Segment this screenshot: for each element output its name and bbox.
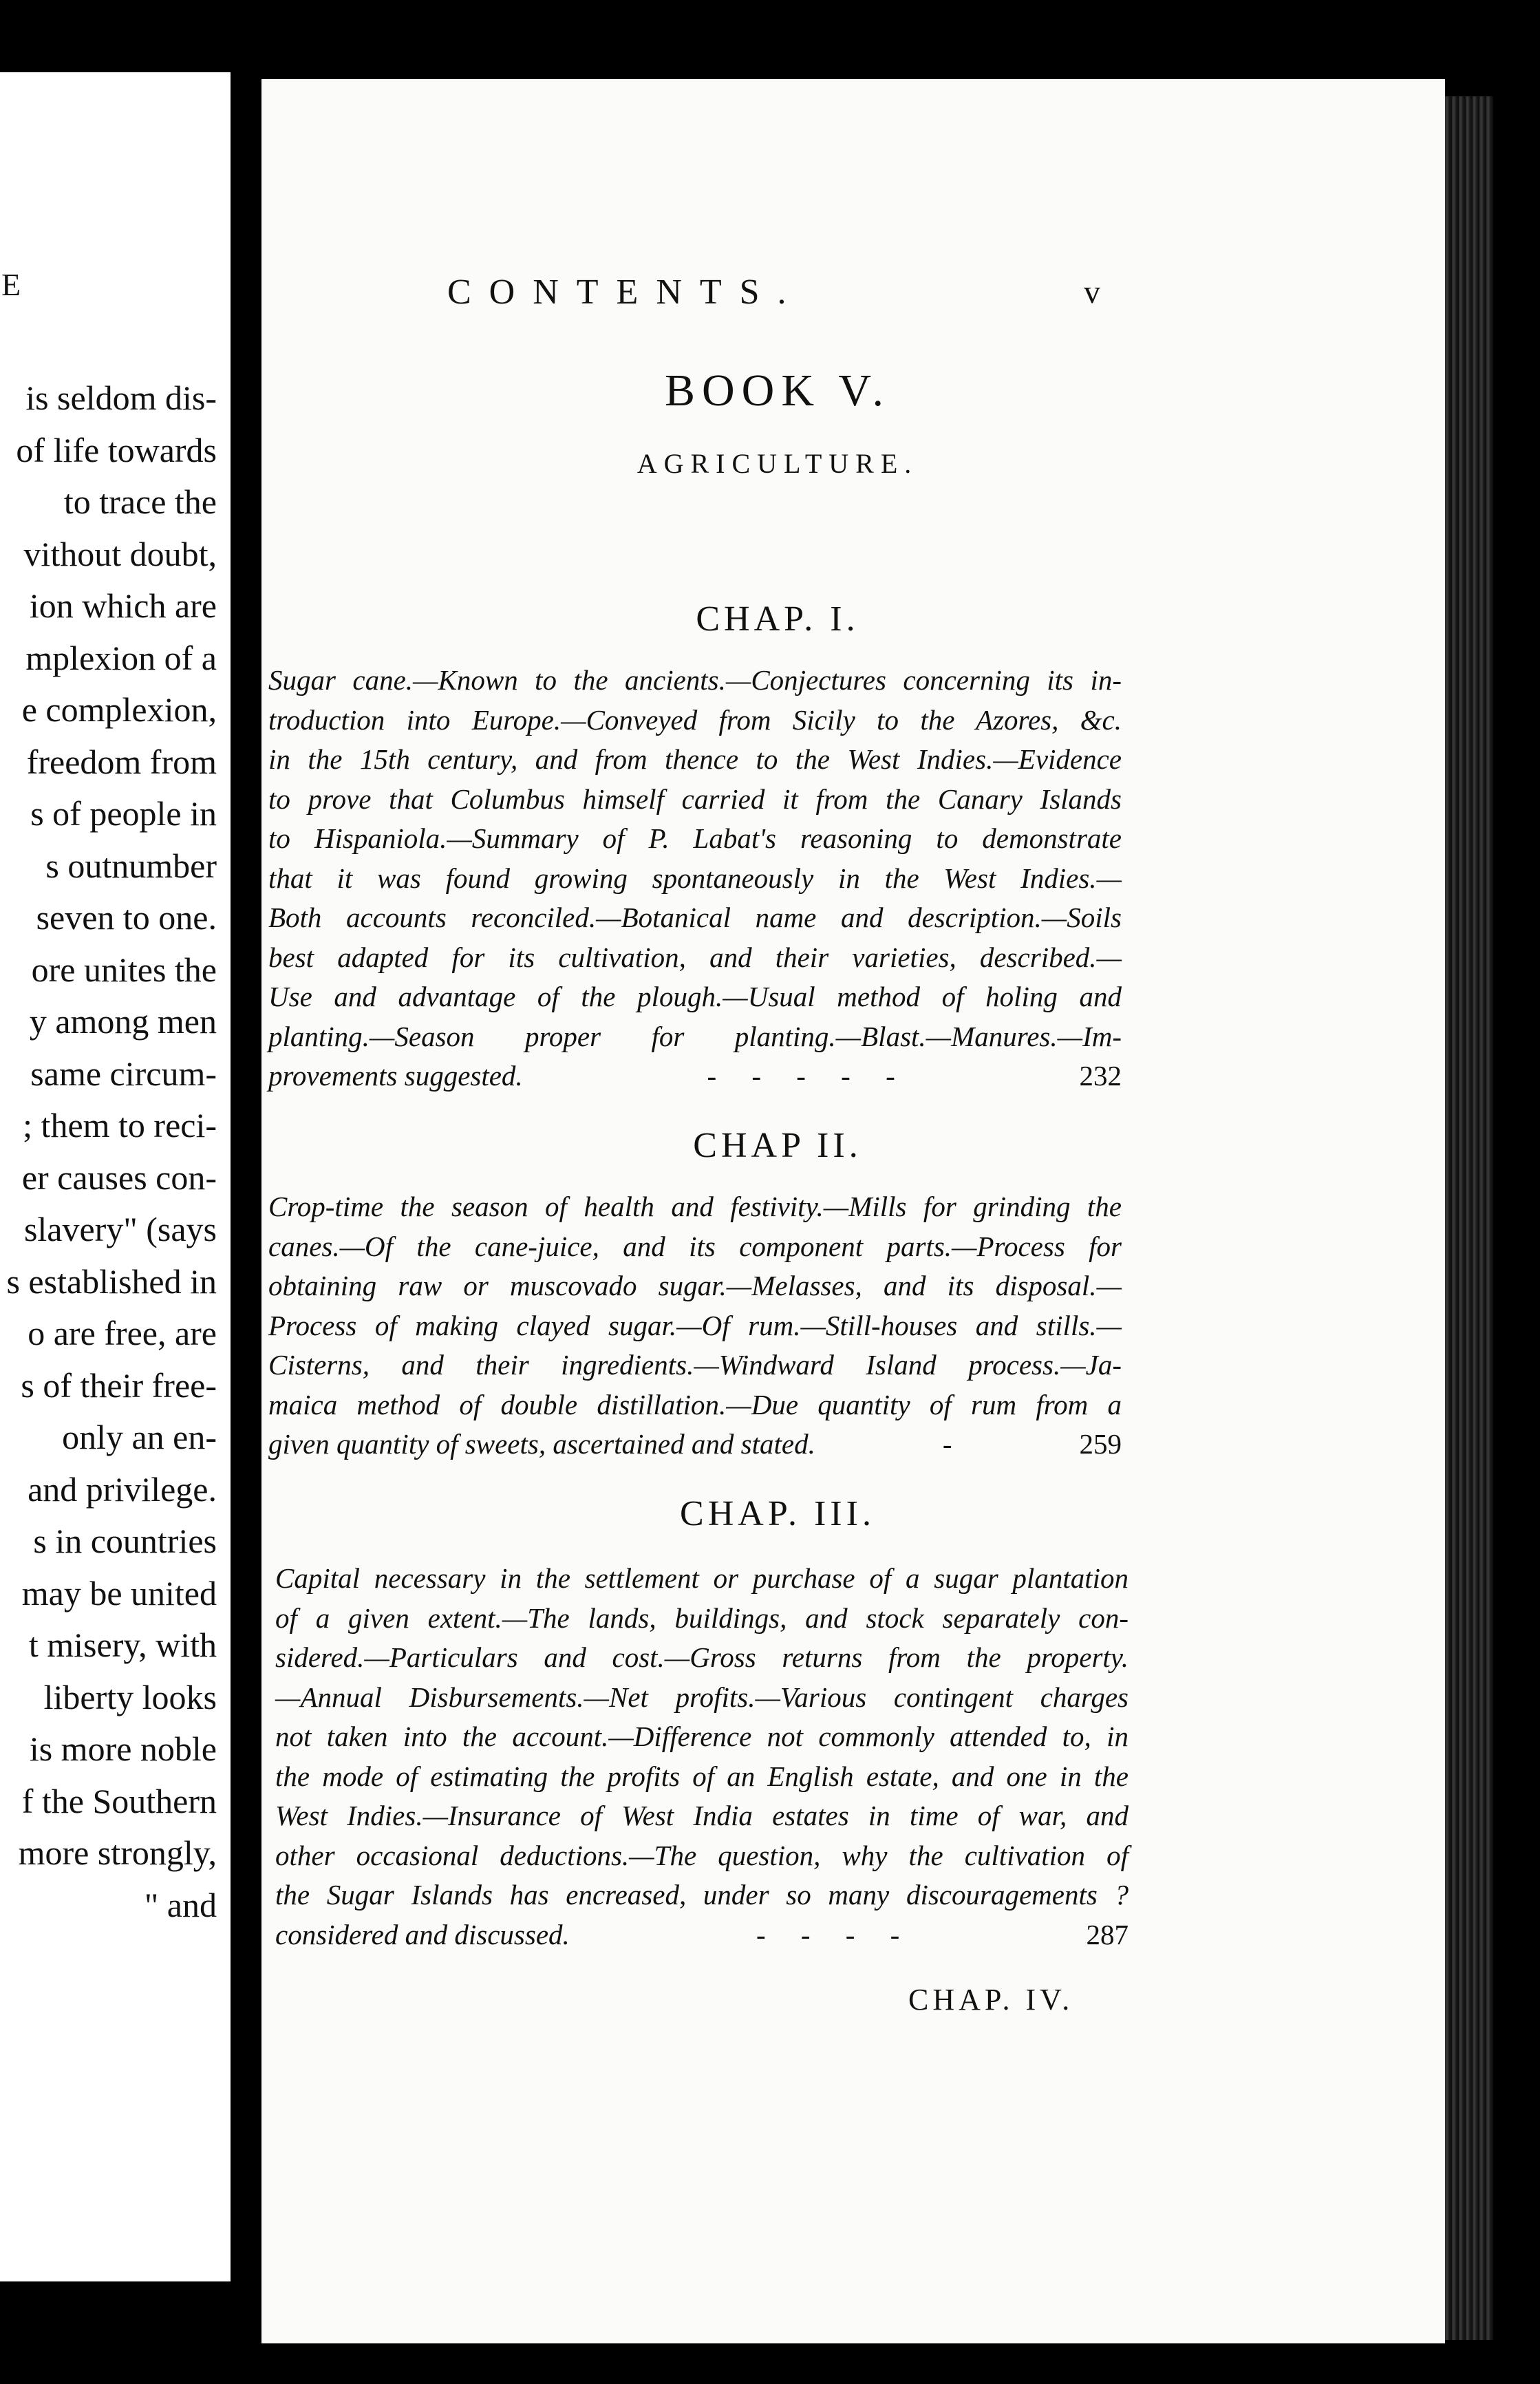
left-page-line: s established in: [6, 1262, 217, 1301]
left-page-line: liberty looks: [43, 1677, 217, 1716]
summary-line: considered and discussed.: [275, 1918, 570, 1950]
summary-line: that it was found growing spontaneously in the West Indies.—: [268, 862, 1122, 894]
summary-line: obtaining raw or muscovado sugar.—Melasses, and its disposal.—: [268, 1270, 1122, 1301]
left-page-line: of life towards: [16, 430, 217, 469]
book-title: BOOK V.: [665, 365, 890, 416]
summary-line: West Indies.—Insurance of West India estates in time of war, and: [275, 1800, 1129, 1831]
left-page-line: ore unites the: [31, 950, 217, 989]
left-page-line: seven to one.: [36, 898, 217, 937]
leader-dots: -: [942, 1428, 952, 1460]
summary-line: given quantity of sweets, ascertained and stated.: [268, 1428, 815, 1460]
summary-line: canes.—Of the cane-juice, and its component parts.—Process for: [268, 1230, 1122, 1262]
summary-last-line: [275, 1915, 1129, 1955]
summary-line: Cisterns, and their ingredients.—Windward Island process.—Ja-: [268, 1349, 1122, 1381]
summary-line: —Annual Disbursements.—Net profits.—Various contingent charges: [275, 1681, 1129, 1713]
left-page-line: is seldom dis-: [25, 379, 217, 417]
left-page-line: f the Southern: [21, 1781, 217, 1820]
left-page-line: y among men: [29, 1002, 217, 1041]
catchword: CHAP. IV.: [908, 1983, 1074, 2016]
summary-line: other occasional deductions.—The question, why the cultivation of: [275, 1839, 1129, 1871]
summary-line: to prove that Columbus himself carried it from the Canary Islands: [268, 783, 1122, 815]
summary-line: troduction into Europe.—Conveyed from Sicily to the Azores, &c.: [268, 703, 1122, 736]
left-page-line: slavery" (says: [23, 1210, 217, 1248]
chapter-summary: [275, 1559, 1129, 1955]
left-page: [0, 72, 231, 2281]
summary-line: Sugar cane.—Known to the ancients.—Conjectures concerning its in-: [268, 664, 1122, 696]
summary-line: best adapted for its cultivation, and their varieties, described.—: [268, 941, 1122, 973]
summary-line: sidered.—Particulars and cost.—Gross returns from the property.: [275, 1641, 1129, 1673]
summary-line: to Hispaniola.—Summary of P. Labat's reasoning to demonstrate: [268, 822, 1122, 854]
summary-line: not taken into the account.—Difference not commonly attended to, in: [275, 1721, 1129, 1752]
left-page-line: is more noble: [29, 1730, 217, 1768]
summary-last-line: [268, 1425, 1122, 1465]
left-page-line: ; them to reci-: [23, 1106, 217, 1145]
folio: v: [1084, 274, 1100, 310]
leader-dots: - - - - -: [707, 1060, 895, 1092]
chapter-heading: CHAP. I.: [696, 599, 859, 639]
summary-last-line: [268, 1056, 1122, 1096]
summary-line: of a given extent.—The lands, buildings, and stock separately con-: [275, 1601, 1129, 1634]
contents-page: [261, 79, 1445, 2343]
page-number: 232: [1079, 1060, 1122, 1092]
running-head: CONTENTS.: [447, 273, 804, 312]
subject-heading: AGRICULTURE.: [637, 448, 919, 479]
summary-line: Process of making clayed sugar.—Of rum.—Still-houses and stills.—: [268, 1309, 1122, 1341]
left-page-line: mplexion of a: [25, 638, 217, 677]
left-page-line: e complexion,: [21, 690, 217, 729]
left-page-line: s of people in: [30, 794, 217, 833]
right-page: [261, 79, 1445, 2343]
left-page-line: s outnumber: [45, 846, 217, 885]
left-page-line: " and: [144, 1885, 217, 1924]
page-edge: [1445, 96, 1493, 2340]
left-page-line: same circum-: [30, 1054, 217, 1093]
chapter-summary: [268, 661, 1122, 1096]
leader-dots: - - - -: [756, 1918, 900, 1950]
left-page-line: to trace the: [63, 482, 217, 521]
chapter-heading: CHAP. III.: [680, 1494, 875, 1533]
left-page-line: and privilege.: [28, 1469, 217, 1509]
left-page-line: ion which are: [29, 586, 217, 625]
chapter-heading: CHAP II.: [693, 1126, 862, 1165]
page-number: 287: [1086, 1918, 1129, 1950]
left-page-line: vithout doubt,: [23, 534, 217, 573]
left-page-line: freedom from: [26, 742, 217, 781]
left-page-line: er causes con-: [21, 1158, 217, 1197]
summary-line: maica method of double distillation.—Due quantity of rum from a: [268, 1388, 1122, 1420]
summary-line: planting.—Season proper for planting.—Blast.—Manures.—Im-: [268, 1020, 1122, 1052]
left-page-line: o are free, are: [28, 1314, 217, 1352]
summary-line: in the 15th century, and from thence to the West Indies.—Evidence: [268, 743, 1122, 775]
summary-line: Crop-time the season of health and festivity.—Mills for grinding the: [268, 1191, 1122, 1222]
summary-line: Capital necessary in the settlement or purchase of a sugar plantation: [275, 1562, 1129, 1594]
summary-line: the Sugar Islands has encreased, under so many discouragements ?: [275, 1879, 1129, 1911]
left-page-line: t misery, with: [28, 1626, 217, 1664]
summary-line: the mode of estimating the profits of an English estate, and one in the: [275, 1760, 1129, 1792]
left-page-line: may be united: [21, 1573, 217, 1613]
left-page-line: s in countries: [33, 1522, 217, 1560]
left-page-line: more strongly,: [18, 1833, 217, 1872]
left-page-line: only an en-: [62, 1418, 217, 1456]
summary-line: Use and advantage of the plough.—Usual method of holing and: [268, 981, 1122, 1012]
chapter-summary: [268, 1187, 1122, 1465]
left-page-line: s of their free-: [21, 1365, 217, 1405]
summary-line: Both accounts reconciled.—Botanical name and description.—Soils: [268, 902, 1122, 933]
summary-line: provements suggested.: [268, 1060, 523, 1092]
left-running-head: E: [1, 267, 25, 302]
page-number: 259: [1079, 1428, 1122, 1460]
